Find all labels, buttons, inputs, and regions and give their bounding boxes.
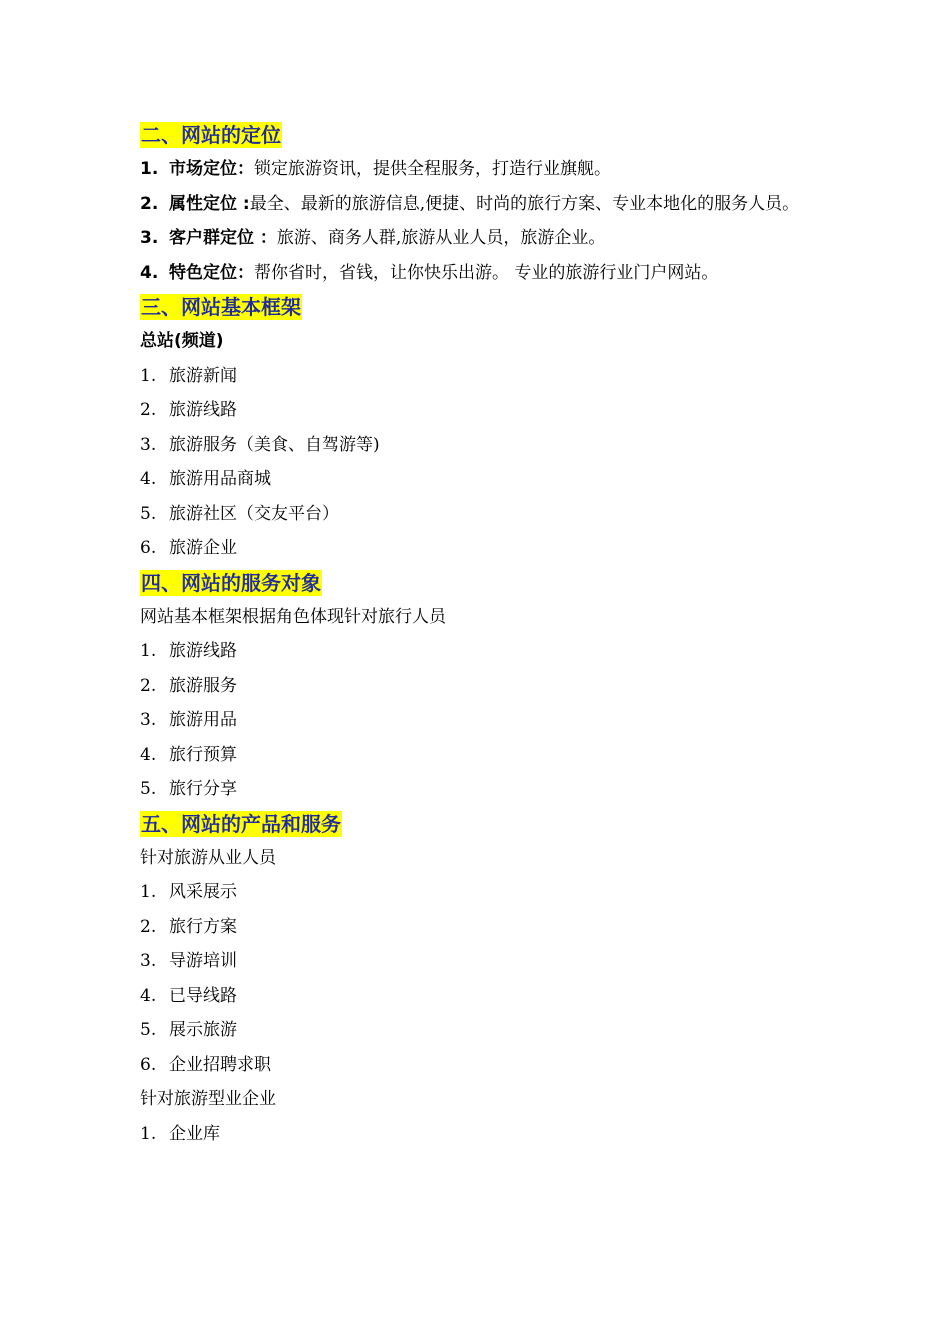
item-number: 3. xyxy=(140,951,157,971)
item-number: 4. xyxy=(140,469,157,489)
item-label: 属性定位 : xyxy=(169,193,250,214)
audience-item-5 xyxy=(140,772,830,807)
item-text: 旅行分享 xyxy=(169,779,237,799)
item-number: 6. xyxy=(140,1054,157,1075)
section-heading-framework xyxy=(140,290,830,324)
item-label: 特色定位： xyxy=(169,262,254,283)
products-practitioner-item-6 xyxy=(140,1048,830,1083)
item-text: 企业库 xyxy=(169,1123,220,1144)
item-text: 旅游新闻 xyxy=(169,365,237,386)
positioning-item-3 xyxy=(140,221,830,256)
products-practitioner-item-4 xyxy=(140,979,830,1014)
item-number: 2. xyxy=(140,916,157,937)
section-heading-positioning xyxy=(140,118,830,152)
item-number: 1. xyxy=(140,159,159,179)
item-text: 企业招聘求职 xyxy=(169,1054,271,1075)
item-text: 风采展示 xyxy=(169,882,237,902)
item-text: 旅游、商务人群,旅游从业人员，旅游企业。 xyxy=(276,228,606,248)
products-practitioner-item-5 xyxy=(140,1013,830,1048)
positioning-item-1 xyxy=(140,152,830,187)
item-number: 2. xyxy=(140,675,157,696)
item-number: 5. xyxy=(140,779,157,799)
section-heading-products xyxy=(140,807,830,841)
item-text: 旅游企业 xyxy=(169,538,237,558)
framework-item-1 xyxy=(140,359,830,394)
item-number: 1. xyxy=(140,365,157,386)
products-practitioner-item-2 xyxy=(140,910,830,945)
section-heading-text: 二、网站的定位 xyxy=(141,123,281,147)
item-label: 客户群定位 ： xyxy=(169,228,277,248)
item-number: 3. xyxy=(140,228,159,248)
item-text: 旅游服务 xyxy=(169,675,237,696)
item-number: 1. xyxy=(140,882,157,902)
positioning-item-4 xyxy=(140,256,830,291)
section-heading-text: 五、网站的产品和服务 xyxy=(141,811,341,836)
item-text: 锁定旅游资讯，提供全程服务，打造行业旗舰。 xyxy=(254,159,611,179)
item-number: 6. xyxy=(140,538,157,558)
item-text: 已导线路 xyxy=(169,985,237,1006)
audience-intro: 网站基本框架根据角色体现针对旅行人员 xyxy=(140,606,446,627)
item-number: 5. xyxy=(140,503,157,524)
document-page xyxy=(140,118,830,1151)
item-number: 1. xyxy=(140,641,157,661)
item-number: 2. xyxy=(140,193,159,214)
section-heading-text: 四、网站的服务对象 xyxy=(141,570,321,595)
item-number: 3. xyxy=(140,434,157,455)
audience-item-3 xyxy=(140,703,830,738)
section-heading-text: 三、网站基本框架 xyxy=(141,295,301,319)
framework-item-6 xyxy=(140,531,830,566)
item-text: 旅游服务（美食、自驾游等) xyxy=(169,434,380,455)
item-label: 市场定位： xyxy=(169,159,254,179)
item-number: 1. xyxy=(140,1123,157,1144)
products-intro-enterprises: 针对旅游型业企业 xyxy=(140,1089,276,1109)
item-number: 2. xyxy=(140,400,157,420)
products-practitioner-item-3 xyxy=(140,944,830,979)
item-text: 旅游社区（交友平台） xyxy=(169,503,339,524)
item-number: 5. xyxy=(140,1020,157,1040)
positioning-item-2 xyxy=(140,187,820,222)
products-intro-practitioners: 针对旅游从业人员 xyxy=(140,847,276,868)
audience-item-2 xyxy=(140,669,830,704)
item-text: 最全、最新的旅游信息,便捷、时尚的旅行方案、专业本地化的服务人员。 xyxy=(249,193,800,214)
item-number: 3. xyxy=(140,710,157,730)
framework-item-2 xyxy=(140,393,830,428)
item-text: 帮你省时，省钱，让你快乐出游。 专业的旅游行业门户网站。 xyxy=(254,262,719,283)
audience-item-4 xyxy=(140,738,830,773)
item-number: 4. xyxy=(140,985,157,1006)
item-text: 展示旅游 xyxy=(169,1020,237,1040)
framework-subtitle: 总站(频道) xyxy=(140,331,224,351)
item-number: 4. xyxy=(140,262,159,283)
products-practitioner-item-1 xyxy=(140,875,830,910)
framework-item-4 xyxy=(140,462,830,497)
item-number: 4. xyxy=(140,744,157,765)
item-text: 旅行预算 xyxy=(169,744,237,765)
item-text: 旅游线路 xyxy=(169,641,237,661)
framework-item-5 xyxy=(140,497,830,532)
item-text: 旅行方案 xyxy=(169,916,237,937)
audience-item-1 xyxy=(140,634,830,669)
item-text: 旅游用品 xyxy=(169,710,237,730)
item-text: 导游培训 xyxy=(169,951,237,971)
item-text: 旅游用品商城 xyxy=(169,469,271,489)
item-text: 旅游线路 xyxy=(169,400,237,420)
section-heading-audience xyxy=(140,566,830,600)
products-enterprise-item-1 xyxy=(140,1117,830,1152)
framework-item-3 xyxy=(140,428,830,463)
